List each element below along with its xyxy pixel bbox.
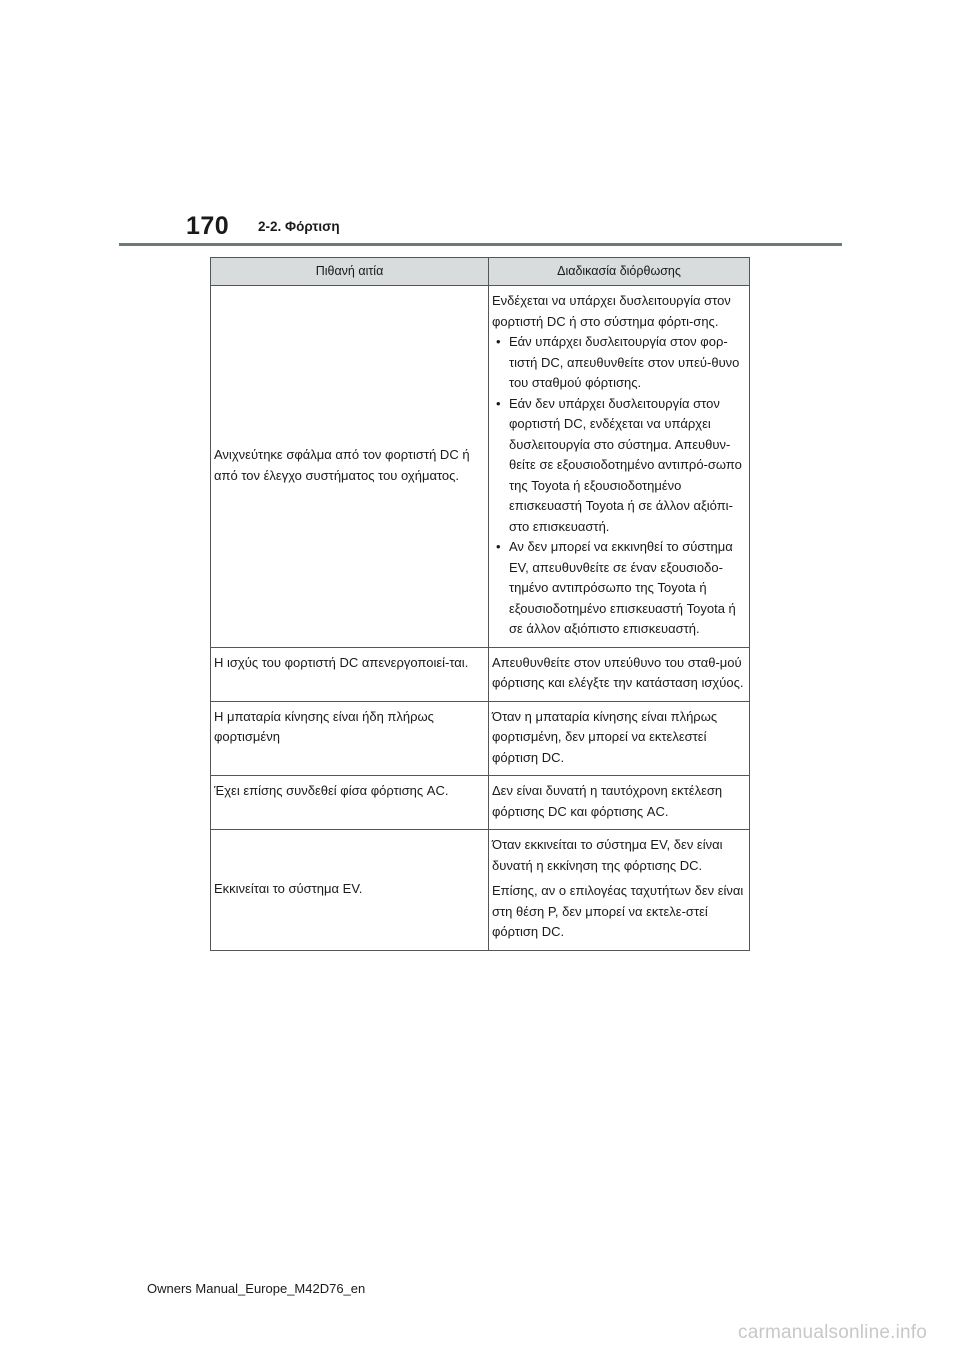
remedy-bullet: • Εάν δεν υπάρχει δυσλειτουργία στον φορτιστή DC, ενδέχεται να υπάρχει δυσλειτουργία στο σύστημα. Απευθυν-θείτε σε εξουσιοδοτημένο αντιπρό-σωπο της Toyota ή εξουσιοδοτημένο επισκευαστή Toyota ή σε άλλον αξιόπι-στο επισκευαστή. [492, 394, 745, 538]
remedy-cell [489, 830, 750, 951]
troubleshooting-table [210, 257, 750, 951]
header-divider [119, 243, 842, 246]
section-title: 2-2. Φόρτιση [258, 219, 340, 234]
table-row [211, 776, 750, 830]
remedy-cell [489, 647, 750, 701]
remedy-paragraph: Όταν η μπαταρία κίνησης είναι πλήρως φορτισμένη, δεν μπορεί να εκτελεστεί φόρτιση DC. [492, 708, 718, 765]
table-row [211, 830, 750, 951]
watermark: carmanualsonline.info [738, 1322, 928, 1343]
manual-identifier: Owners Manual_Europe_M42D76_en [147, 1281, 366, 1296]
remedy-cell [489, 776, 750, 830]
remedy-paragraph: Δεν είναι δυνατή η ταυτόχρονη εκτέλεση φόρτισης DC και φόρτισης AC. [492, 783, 723, 819]
cause-cell: Η μπαταρία κίνησης είναι ήδη πλήρως φορτισμένη [211, 701, 489, 776]
remedy-paragraph: Απευθυνθείτε στον υπεύθυνο του σταθ-μού φόρτισης και ελέγξτε την κατάσταση ισχύος. [492, 654, 744, 690]
table-row [211, 701, 750, 776]
cause-cell: Ανιχνεύτηκε σφάλμα από τον φορτιστή DC ή από τον έλεγχο συστήματος του οχήματος. [211, 286, 489, 648]
column-header-remedy: Διαδικασία διόρθωσης [489, 258, 750, 286]
cause-cell: Έχει επίσης συνδεθεί φίσα φόρτισης AC. [211, 776, 489, 830]
remedy-bullet-list [492, 332, 745, 640]
table-row [211, 647, 750, 701]
cause-cell: Η ισχύς του φορτιστή DC απενεργοποιεί-ται. [211, 647, 489, 701]
table-header-row [211, 258, 750, 286]
remedy-bullet: • Εάν υπάρχει δυσλειτουργία στον φορ-τιστή DC, απευθυνθείτε στον υπεύ-θυνο του σταθμού φόρτισης. [492, 332, 745, 394]
cause-cell: Εκκινείται το σύστημα EV. [211, 830, 489, 951]
remedy-cell [489, 286, 750, 648]
remedy-paragraph: Όταν εκκινείται το σύστημα EV, δεν είναι δυνατή η εκκίνηση της φόρτισης DC. [492, 837, 723, 873]
page-number: 170 [186, 212, 230, 240]
column-header-cause: Πιθανή αιτία [211, 258, 489, 286]
remedy-bullet: • Αν δεν μπορεί να εκκινηθεί το σύστημα EV, απευθυνθείτε σε έναν εξουσιοδο-τημένο αντιπρόσωπο της Toyota ή εξουσιοδοτημένο επισκευαστή Toyota ή σε άλλον αξιόπιστο επισκευαστή. [492, 537, 745, 640]
remedy-paragraph: Επίσης, αν ο επιλογέας ταχυτήτων δεν είναι στη θέση P, δεν μπορεί να εκτελε-στεί φόρτιση DC. [492, 883, 744, 939]
table-row [211, 286, 750, 648]
remedy-paragraph: Ενδέχεται να υπάρχει δυσλειτουργία στον φορτιστή DC ή στο σύστημα φόρτι-σης. [492, 293, 731, 329]
remedy-cell [489, 701, 750, 776]
